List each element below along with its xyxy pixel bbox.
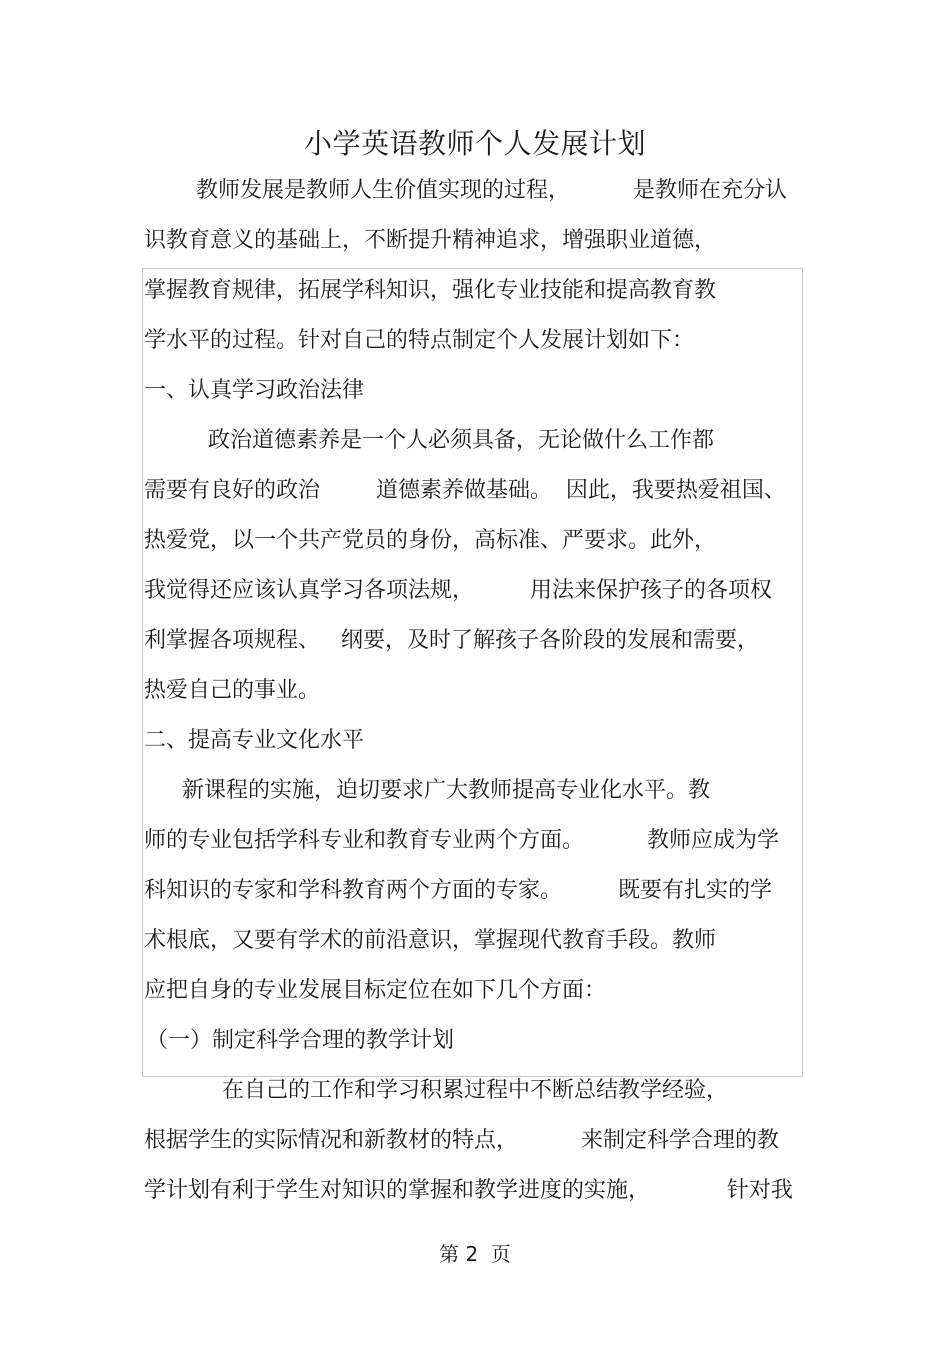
- paragraph-line: 热爱自己的事业。: [144, 678, 321, 703]
- section-heading-2: 二、提高专业文化水平: [144, 728, 365, 753]
- paragraph-line: 教师发展是教师人生价值实现的过程， 是教师在充分认: [196, 178, 787, 203]
- paragraph-line: 热爱党，以一个共产党员的身份，高标准、严要求。此外，: [144, 528, 717, 553]
- document-title: 小学英语教师个人发展计划: [303, 127, 646, 160]
- section-heading-1: 一、认真学习政治法律: [144, 378, 365, 403]
- paragraph-line: 师的专业包括学科专业和教育专业两个方面。 教师应成为学: [144, 828, 779, 853]
- paragraph-line: 应把自身的专业发展目标定位在如下几个方面：: [144, 978, 607, 1003]
- paragraph-line: 我觉得还应该认真学习各项法规， 用法来保护孩子的各项权: [144, 578, 772, 603]
- page-number: 第 2 页: [439, 1242, 511, 1266]
- paragraph-line: 掌握教育规律，拓展学科知识，强化专业技能和提高教育教: [144, 278, 717, 303]
- paragraph-line: 在自己的工作和学习积累过程中不断总结教学经验，: [222, 1078, 729, 1103]
- paragraph-line: 需要有良好的政治 道德素养做基础。 因此，我要热爱祖国、: [144, 478, 786, 503]
- paragraph-line: 科知识的专家和学科教育两个方面的专家。 既要有扎实的学: [144, 878, 772, 903]
- paragraph-line: 利掌握各项规程、 纲要，及时了解孩子各阶段的发展和需要，: [144, 628, 759, 653]
- paragraph-line: 新课程的实施，迫切要求广大教师提高专业化水平。教: [182, 778, 711, 803]
- paragraph-line: 学水平的过程。针对自己的特点制定个人发展计划如下：: [144, 328, 695, 353]
- subsection-heading: （一）制定科学合理的教学计划: [146, 1028, 455, 1053]
- paragraph-line: 术根底，又要有学术的前沿意识，掌握现代教育手段。教师: [144, 928, 717, 953]
- paragraph-line: 识教育意义的基础上，不断提升精神追求，增强职业道德，: [144, 228, 717, 253]
- paragraph-line: 政治道德素养是一个人必须具备，无论做什么工作都: [208, 428, 715, 453]
- paragraph-line: 根据学生的实际情况和新教材的特点， 来制定科学合理的教: [144, 1128, 779, 1153]
- paragraph-line: 学计划有利于学生对知识的掌握和教学进度的实施， 针对我: [144, 1178, 793, 1203]
